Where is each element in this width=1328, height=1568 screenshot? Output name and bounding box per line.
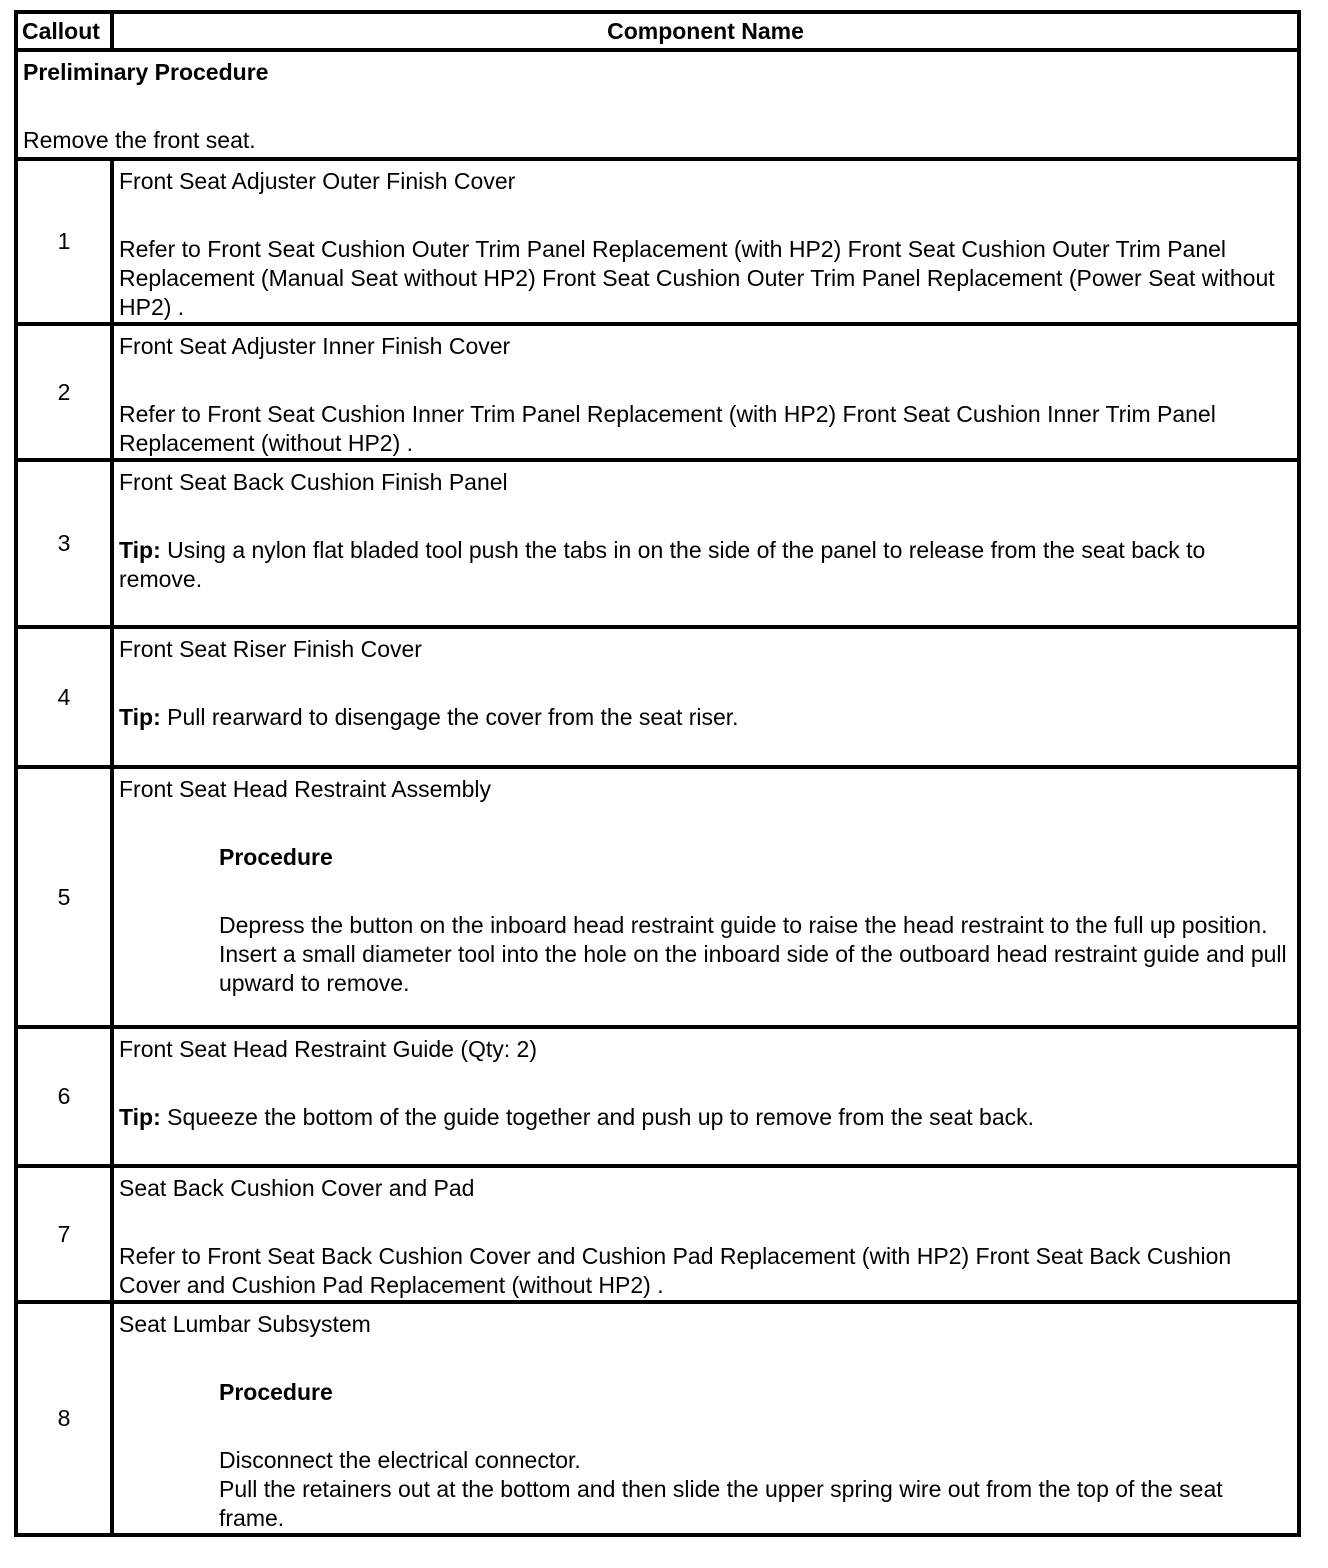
- component-cell: [112, 627, 1299, 767]
- procedure-step: Disconnect the electrical connector.: [219, 1447, 581, 1473]
- preliminary-title: Preliminary Procedure: [23, 59, 269, 85]
- procedure-block: [119, 1378, 1291, 1533]
- header-row: [16, 12, 1299, 50]
- table-row: [16, 1027, 1299, 1166]
- callout-number: 1: [16, 159, 112, 324]
- tip-label: Tip:: [119, 704, 161, 730]
- procedure-title: Procedure: [219, 844, 333, 870]
- tip-text: Pull rearward to disengage the cover from the seat riser.: [167, 704, 739, 730]
- table-row: [16, 324, 1299, 460]
- component-cell: [112, 767, 1299, 1027]
- callout-number: 3: [16, 460, 112, 627]
- callout-header: Callout: [16, 12, 112, 50]
- callout-number: 2: [16, 324, 112, 460]
- table-row: [16, 627, 1299, 767]
- component-name: Front Seat Head Restraint Guide (Qty: 2): [119, 1036, 538, 1062]
- component-tip: [119, 536, 1291, 594]
- component-tip: [119, 703, 1291, 732]
- component-name: Front Seat Riser Finish Cover: [119, 636, 422, 662]
- preliminary-row: [16, 50, 1299, 159]
- component-name: Seat Lumbar Subsystem: [119, 1311, 371, 1337]
- component-name: Front Seat Back Cushion Finish Panel: [119, 469, 508, 495]
- callout-number: 4: [16, 627, 112, 767]
- procedure-step: Pull the retainers out at the bottom and then slide the upper spring wire out from the top of the seat frame.: [219, 1476, 1223, 1531]
- procedure-step: Insert a small diameter tool into the hole on the inboard side of the outboard head restraint guide and pull upward to remove.: [219, 941, 1287, 996]
- preliminary-cell: [16, 50, 1299, 159]
- callout-number: 8: [16, 1302, 112, 1535]
- component-cell: [112, 324, 1299, 460]
- table-row: [16, 159, 1299, 324]
- component-table: [14, 10, 1301, 1537]
- component-cell: [112, 1302, 1299, 1535]
- component-name: Front Seat Adjuster Inner Finish Cover: [119, 333, 511, 359]
- component-cell: [112, 460, 1299, 627]
- callout-number: 6: [16, 1027, 112, 1166]
- table-row: [16, 460, 1299, 627]
- component-name: Front Seat Head Restraint Assembly: [119, 776, 491, 802]
- component-detail: Refer to Front Seat Cushion Inner Trim Panel Replacement (with HP2) Front Seat Cushion Inner Trim Panel Replacement (without HP2) .: [119, 401, 1216, 456]
- tip-label: Tip:: [119, 537, 161, 563]
- tip-label: Tip:: [119, 1104, 161, 1130]
- procedure-title: Procedure: [219, 1379, 333, 1405]
- component-tip: [119, 1103, 1291, 1132]
- component-cell: [112, 1027, 1299, 1166]
- component-cell: [112, 1166, 1299, 1302]
- component-name: Seat Back Cushion Cover and Pad: [119, 1175, 475, 1201]
- component-name-header: Component Name: [112, 12, 1299, 50]
- table-row: [16, 1302, 1299, 1535]
- component-detail: Refer to Front Seat Cushion Outer Trim Panel Replacement (with HP2) Front Seat Cushion Outer Trim Panel Replacement (Manual Seat without HP2) Front Seat Cushion Outer Trim Panel Replacement (Power Seat without HP2) .: [119, 236, 1275, 320]
- table-row: [16, 1166, 1299, 1302]
- component-cell: [112, 159, 1299, 324]
- callout-number: 7: [16, 1166, 112, 1302]
- tip-text: Using a nylon flat bladed tool push the tabs in on the side of the panel to release from the seat back to remove.: [119, 537, 1206, 592]
- component-name: Front Seat Adjuster Outer Finish Cover: [119, 168, 516, 194]
- component-detail: Refer to Front Seat Back Cushion Cover and Cushion Pad Replacement (with HP2) Front Seat Back Cushion Cover and Cushion Pad Replacement (without HP2) .: [119, 1243, 1232, 1298]
- callout-number: 5: [16, 767, 112, 1027]
- procedure-block: [119, 843, 1291, 998]
- tip-text: Squeeze the bottom of the guide together and push up to remove from the seat back.: [167, 1104, 1035, 1130]
- table-row: [16, 767, 1299, 1027]
- procedure-step: Depress the button on the inboard head restraint guide to raise the head restraint to the full up position.: [219, 912, 1268, 938]
- preliminary-text: Remove the front seat.: [23, 127, 256, 153]
